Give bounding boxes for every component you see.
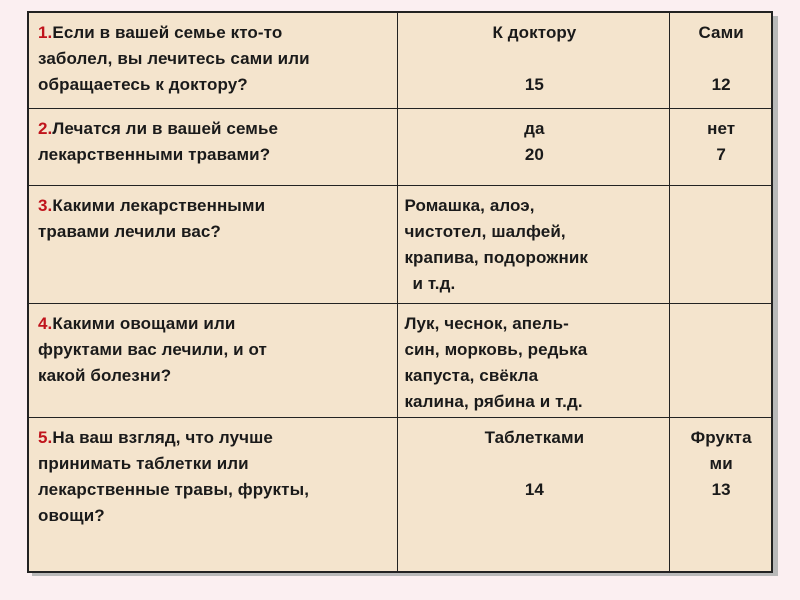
question-text-line: Если в вашей семье кто-то xyxy=(52,23,283,42)
question-cell xyxy=(28,185,398,303)
question-text-line: какой болезни? xyxy=(38,365,172,385)
question-number: 2. xyxy=(38,118,53,138)
question-cell xyxy=(28,303,398,417)
answer-line: Лук, чеснок, апель- xyxy=(404,313,569,333)
question-text-line: Лечатся ли в вашей семье xyxy=(52,118,279,138)
answer-line: капуста, свёкла xyxy=(404,365,539,385)
survey-table xyxy=(27,11,773,573)
answer-b-cell xyxy=(670,12,772,108)
answer-line: и т.д. xyxy=(412,273,456,293)
answer-label: Сами xyxy=(698,23,744,42)
answer-label: да xyxy=(524,118,545,138)
table-row xyxy=(28,303,772,417)
answer-a-cell xyxy=(398,12,670,108)
answer-a-cell xyxy=(398,108,670,185)
answer-label: нет xyxy=(707,118,736,138)
question-text-line: фруктами вас лечили, и от xyxy=(38,339,267,359)
question-number: 4. xyxy=(38,313,53,333)
answer-count: 7 xyxy=(716,144,726,164)
question-text-line: обращаетесь к доктору? xyxy=(38,75,248,94)
question-text-line: овощи? xyxy=(38,505,105,525)
answer-count: 15 xyxy=(524,75,544,94)
answer-count: 20 xyxy=(524,144,544,164)
answer-b-cell xyxy=(670,108,772,185)
question-text-line: лекарственные травы, фрукты, xyxy=(38,479,310,499)
table-row xyxy=(28,108,772,185)
answer-a-cell xyxy=(398,185,670,303)
answer-label: К доктору xyxy=(492,23,577,42)
question-number: 3. xyxy=(38,195,53,215)
answer-b-cell xyxy=(670,185,772,303)
table-row xyxy=(28,417,772,572)
answer-label: Таблетками xyxy=(484,427,585,447)
table-row xyxy=(28,12,772,108)
question-text-line: заболел, вы лечитесь сами или xyxy=(38,49,310,68)
question-number: 1. xyxy=(38,23,53,42)
question-cell xyxy=(28,108,398,185)
question-text-line: травами лечили вас? xyxy=(38,221,221,241)
answer-count: 14 xyxy=(524,479,544,499)
answer-line: крапива, подорожник xyxy=(404,247,588,267)
answer-a-cell xyxy=(398,417,670,572)
question-text-line: принимать таблетки или xyxy=(38,453,249,473)
answer-b-cell xyxy=(670,417,772,572)
question-text-line: лекарственными травами? xyxy=(38,144,271,164)
question-text-line: На ваш взгляд, что лучше xyxy=(52,427,273,447)
question-cell xyxy=(28,12,398,108)
question-cell xyxy=(28,417,398,572)
answer-label: ми xyxy=(709,453,733,473)
answer-label: Фрукта xyxy=(690,427,752,447)
answer-line: чистотел, шалфей, xyxy=(404,221,566,241)
answer-line: Ромашка, алоэ, xyxy=(404,195,535,215)
answer-line: калина, рябина и т.д. xyxy=(404,391,583,411)
answer-count: 13 xyxy=(711,479,731,499)
question-text-line: Какими лекарственными xyxy=(52,195,266,215)
table-row xyxy=(28,185,772,303)
answer-count: 12 xyxy=(711,75,731,94)
answer-b-cell xyxy=(670,303,772,417)
answer-line: син, морковь, редька xyxy=(404,339,588,359)
answer-a-cell xyxy=(398,303,670,417)
question-number: 5. xyxy=(38,427,53,447)
question-text-line: Какими овощами или xyxy=(52,313,236,333)
